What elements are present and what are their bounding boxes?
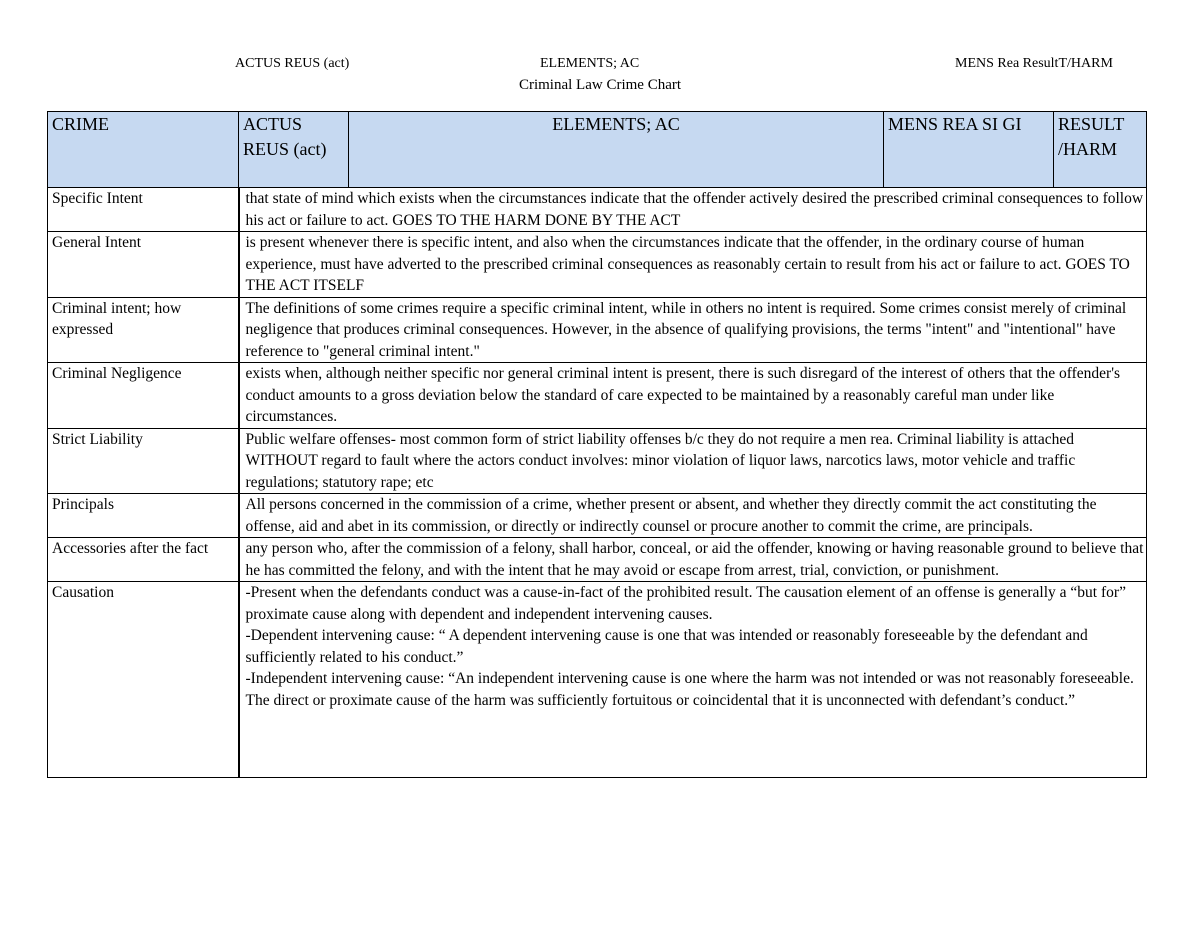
table-row: [48, 232, 1147, 298]
column-header-result: RESULT /HARM: [1054, 112, 1147, 188]
dependent-intervening-cause: -Dependent intervening cause: “ A dependent intervening cause is one that was intended or reasonably foreseeable by the defendant and sufficiently related to his conduct.”: [245, 627, 1088, 666]
independent-intervening-cause: -Independent intervening cause: “An independent intervening cause is one where the harm was not intended or was not reasonably foreseeable. The direct or proximate cause of the harm was sufficiently fortuitous or coincidental that it is unconnected with defendant’s conduct.”: [245, 670, 1134, 709]
crime-name: Accessories after the fact: [48, 538, 239, 582]
table-row: [48, 538, 1147, 582]
header-elements: ELEMENTS; AC: [540, 56, 640, 71]
table-row-causation: [48, 582, 1147, 778]
crime-name: Principals: [48, 494, 239, 538]
table-header-row: [48, 112, 1147, 188]
crime-name: Criminal Negligence: [48, 363, 239, 429]
crime-definition: is present whenever there is specific intent, and also when the circumstances indicate that the offender, in the ordinary course of human experience, must have adverted to the prescribed criminal consequences as reasonably certain to result from his act or failure to act. GOES TO THE ACT ITSELF: [239, 232, 1147, 298]
table-row: [48, 363, 1147, 429]
causation-paragraph: -Present when the defendants conduct was a cause-in-fact of the prohibited result. The causation element of an offense is generally a “but for” proximate cause along with dependent and independent intervening causes.: [245, 584, 1126, 623]
column-header-crime: CRIME: [48, 112, 239, 188]
crime-name: Causation: [48, 582, 239, 778]
crime-chart-table: [47, 111, 1147, 778]
crime-definition: any person who, after the commission of a felony, shall harbor, conceal, or aid the offender, knowing or having reasonable ground to believe that he has committed the felony, and with the intent that he may avoid or escape from arrest, trial, conviction, or punishment.: [239, 538, 1147, 582]
crime-definition: The definitions of some crimes require a specific criminal intent, while in others no intent is required. Some crimes consist merely of criminal negligence that produces criminal consequences. However, in the absence of qualifying provisions, the terms "intent" and "intentional" have reference to "general criminal intent.": [239, 297, 1147, 363]
crime-definition: [239, 582, 1147, 778]
crime-name: Specific Intent: [48, 188, 239, 232]
page-title: Criminal Law Crime Chart: [518, 77, 682, 93]
column-header-elements: ELEMENTS; AC: [349, 112, 884, 188]
table-row: [48, 428, 1147, 494]
crime-definition: exists when, although neither specific nor general criminal intent is present, there is such disregard of the interest of others that the offender's conduct amounts to a gross deviation below the standard of care expected to be maintained by a reasonably careful man under like circumstances.: [239, 363, 1147, 429]
table-row: [48, 297, 1147, 363]
crime-definition: that state of mind which exists when the circumstances indicate that the offender actively desired the prescribed criminal consequences to follow his act or failure to act. GOES TO THE HARM DONE BY THE ACT: [239, 188, 1147, 232]
column-header-mens-rea: MENS REA SI GI: [884, 112, 1054, 188]
header-actus-reus: ACTUS REUS (act): [235, 56, 350, 71]
crime-name: Strict Liability: [48, 428, 239, 494]
crime-name: Criminal intent; how expressed: [48, 297, 239, 363]
crime-name: General Intent: [48, 232, 239, 298]
crime-definition: All persons concerned in the commission of a crime, whether present or absent, and whether they directly commit the act constituting the offense, aid and abet in its commission, or directly or indirectly counsel or procure another to commit the crime, are principals.: [239, 494, 1147, 538]
column-header-actus-reus: ACTUS REUS (act): [239, 112, 349, 188]
table-row: [48, 494, 1147, 538]
crime-definition: Public welfare offenses- most common form of strict liability offenses b/c they do not require a men rea. Criminal liability is attached WITHOUT regard to fault where the actors conduct involves: minor violation of liquor laws, narcotics laws, motor vehicle and traffic regulations; statutory rape; etc: [239, 428, 1147, 494]
header-mens-rea-result: MENS Rea ResultT/HARM: [955, 56, 1113, 71]
table-row: [48, 188, 1147, 232]
